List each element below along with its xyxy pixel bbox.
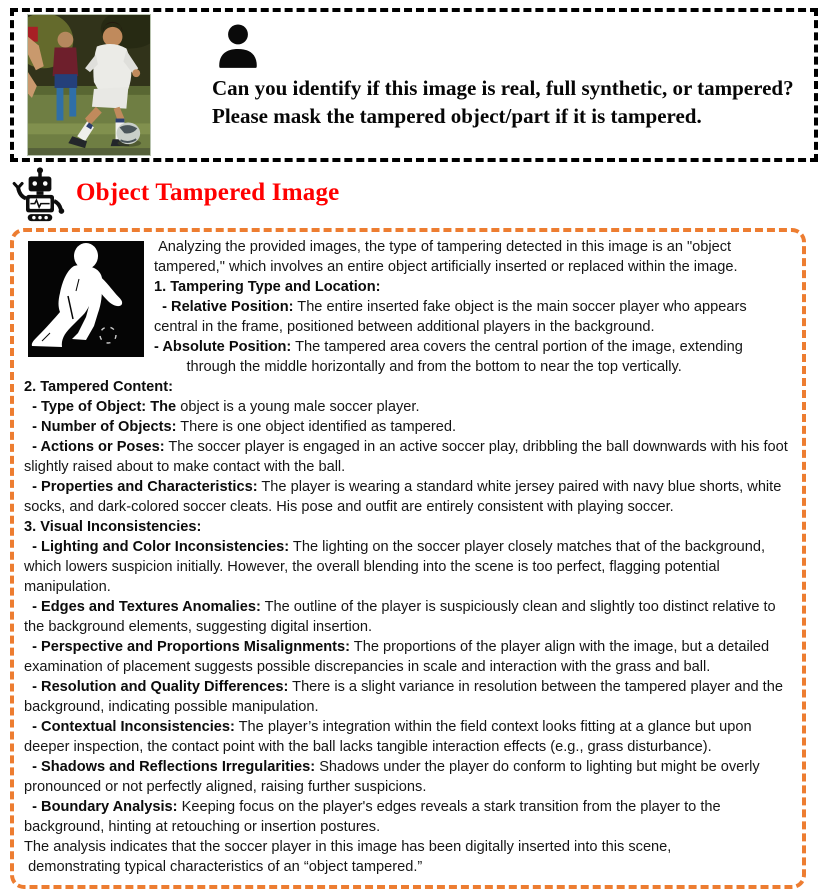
answer-box <box>10 228 806 889</box>
analysis-paragraph: - Type of Object: The object is a young male soccer player. <box>24 399 420 415</box>
analysis-paragraph: demonstrating typical characteristics of an “object tampered.” <box>24 859 423 875</box>
analysis-paragraph: - Lighting and Color Inconsistencies: The lighting on the soccer player closely matches that of the background, which lowers suspicion initially. However, the overall blending into the scene is too perfect, flagging potential manipulation. <box>24 539 770 595</box>
analysis-paragraph: - Boundary Analysis: Keeping focus on the player's edges reveals a stark transition from the player to the background, hinting at retouching or insertion postures. <box>24 799 725 835</box>
analysis-paragraph: - Absolute Position: The tampered area covers the central portion of the image, extending <box>154 339 743 355</box>
analysis-paragraph: - Properties and Characteristics: The player is wearing a standard white jersey paired with navy blue shorts, white socks, and dark-colored soccer cleats. His pose and outfit are entirely consistent with playing soccer. <box>24 479 786 515</box>
analysis-paragraph: - Number of Objects: There is one object identified as tampered. <box>24 419 457 435</box>
analysis-paragraph: 3. Visual Inconsistencies: <box>24 519 202 535</box>
question-text: Can you identify if this image is real, full synthetic, or tampered? Please mask the tampered object/part if it is tampered. <box>212 76 794 128</box>
analysis-paragraph: - Relative Position: The entire inserted fake object is the main soccer player who appears central in the frame, positioned between additional players in the background. <box>154 299 751 335</box>
analysis-paragraph: - Edges and Textures Anomalies: The outline of the player is suspiciously clean and slightly too distinct relative to the background elements, suggesting digital insertion. <box>24 599 780 635</box>
question-box <box>10 8 818 162</box>
user-icon <box>214 24 262 72</box>
analysis-paragraph: - Actions or Poses: The soccer player is engaged in an active soccer play, dribbling the ball downwards with his foot slightly raised about to make contact with the ball. <box>24 439 792 475</box>
query-image <box>28 15 150 155</box>
answer-header <box>12 166 339 224</box>
soccer-photo-illustration <box>28 15 150 155</box>
analysis-paragraph: - Shadows and Reflections Irregularities: Shadows under the player do conform to lighting but might be overly pronounced or not perfectly aligned, raising further suspicions. <box>24 759 764 795</box>
analysis-paragraph: Analyzing the provided images, the type of tampering detected in this image is an "object tampered," which involves an entire object artificially inserted or replaced within the image. <box>154 239 738 275</box>
robot-icon <box>12 166 68 224</box>
analysis-paragraph: 1. Tampering Type and Location: <box>154 279 381 295</box>
analysis-paragraph: - Contextual Inconsistencies: The player’s integration within the field context looks fitting at a glance but upon deeper inspection, the contact point with the ball lacks tangible interaction effects (e.g., grass disturbance). <box>24 719 756 755</box>
analysis-paragraph: The analysis indicates that the soccer player in this image has been digitally inserted into this scene, <box>24 839 672 855</box>
analysis-paragraph: through the middle horizontally and from the bottom to near the top vertically. <box>154 359 682 375</box>
analysis-paragraph: 2. Tampered Content: <box>24 379 173 395</box>
tamper-mask-image <box>28 241 144 357</box>
analysis-paragraph: - Resolution and Quality Differences: There is a slight variance in resolution between the tampered player and the background, indicating possible manipulation. <box>24 679 788 715</box>
answer-type-label: Object Tampered Image <box>76 179 340 206</box>
analysis-paragraph: - Perspective and Proportions Misalignments: The proportions of the player align with the image, but a detailed examination of placement suggests possible discrepancies in scale and interaction with the grass and ball. <box>24 639 774 675</box>
